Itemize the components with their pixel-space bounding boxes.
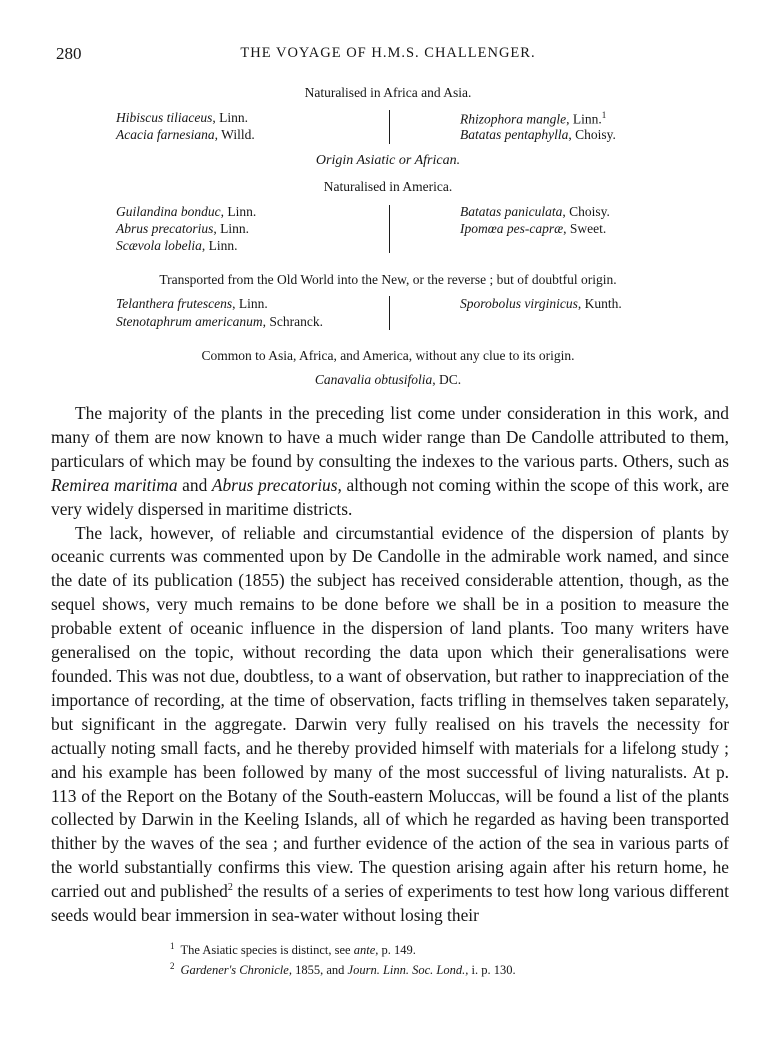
species-entry: Batatas pentaphylla, Choisy.: [460, 127, 616, 142]
column-divider: [389, 205, 390, 253]
column-divider: [389, 296, 390, 330]
paragraph: The lack, however, of reliable and circumstantial evidence of the dispersion of plants by oceanic currents was commented upon by De Candolle in the admirable work named, and since the date of its publication (1855) the subject has received considerable attention, though, as the sequel shows, very much remains to be done before we shall be in a position to measure the probable extent of oceanic influence in the dispersion of land plants. Too many writers have generalised on the topic, without recording the data upon which their generalisations were founded. This was not due, doubtless, to a want of observation, but rather to inappreciation of the importance of recording, at the time of observation, facts trifling in themselves taken separately, but significant in the aggregate. Darwin very fully realised on his travels the necessity for actually noting small facts, and he thereby provided himself with materials for a lifelong study ; and his example has been followed by many of the most successful of living naturalists. At p. 113 of the Report on the Botany of the South-eastern Moluccas, will be found a list of the plants collected by Darwin in the Keeling Islands, all of which he regarded as having been transported thither by the waves of the sea ; and further evidence of the action of the sea in various parts of the world substantially confirms this view. The question arising again after his return home, he carried out and published$^2$ the results of a series of experiments to test how long various different seeds would bear immersion in sea-water without losing their: [51, 522, 729, 926]
page-number: 280: [56, 44, 82, 63]
species-entry: Hibiscus tiliaceus, Linn.: [116, 110, 248, 125]
species-entry: Ipomœa pes-capræ, Sweet.: [460, 221, 607, 236]
paragraph: The majority of the plants in the preceding list come under consideration in this work, and many of them are now known to have a much wider range than De Candolle attributed to them, particulars of which may be found by consulting the indexes to the various parts. Others, such as Remirea maritima and Abrus precatorius, although not coming within the scope of this work, are very widely dispersed in maritime districts.: [51, 403, 729, 519]
species-entry: Abrus precatorius, Linn.: [116, 221, 249, 236]
species-entry: Telanthera frutescens, Linn.: [116, 296, 268, 311]
species-entry: Sporobolus virginicus, Kunth.: [460, 296, 622, 311]
species-entry: Acacia farnesiana, Willd.: [116, 127, 255, 142]
footnote-mark: 2: [227, 882, 233, 894]
running-title: THE VOYAGE OF H.M.S. CHALLENGER.: [240, 45, 536, 61]
heading-common: Common to Asia, Africa, and America, without any clue to its origin.: [201, 348, 575, 363]
species-entry: Rhizophora mangle, Linn.$^1$: [460, 110, 607, 127]
species-entry: Stenotaphrum americanum, Schranck.: [116, 314, 323, 329]
species-entry: Batatas paniculata, Choisy.: [460, 204, 610, 219]
footnotes: [170, 940, 730, 980]
footnote: $^1$ The Asiatic species is distinct, see ante, p. 149.: [170, 940, 416, 957]
body-text: [51, 402, 729, 928]
heading-africa-asia: Naturalised in Africa and Asia.: [304, 85, 472, 100]
heading-america: Naturalised in America.: [323, 179, 453, 194]
column-divider: [389, 110, 390, 144]
species-entry: Scævola lobelia, Linn.: [116, 238, 238, 253]
species-entry: Canavalia obtusifolia, DC.: [314, 372, 462, 387]
heading-doubtful-origin: Transported from the Old World into the New, or the reverse ; but of doubtful origin.: [159, 272, 617, 287]
heading-origin: Origin Asiatic or African.: [315, 153, 461, 168]
running-head: [0, 44, 776, 68]
footnote: $^2$ Gardener's Chronicle, 1855, and Journ. Linn. Soc. Lond., i. p. 130.: [170, 960, 516, 977]
species-entry: Guilandina bonduc, Linn.: [116, 204, 257, 219]
